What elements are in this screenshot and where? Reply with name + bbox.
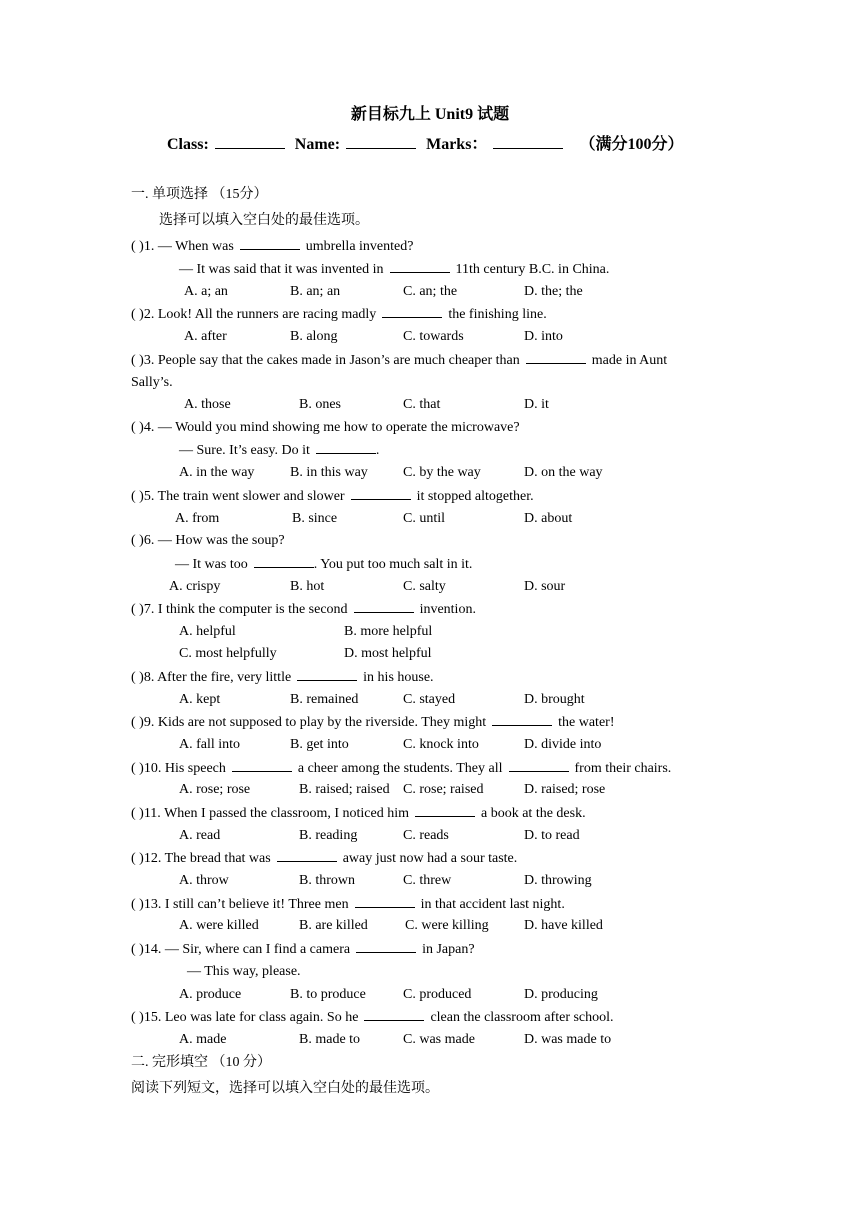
option-b[interactable]: B. since bbox=[292, 511, 338, 526]
answer-paren[interactable]: ( ) bbox=[131, 353, 144, 368]
question-number: 14. bbox=[143, 942, 162, 957]
option-b[interactable]: B. to produce bbox=[290, 987, 366, 1002]
question-stem: from their chairs. bbox=[574, 761, 672, 776]
question-14 bbox=[131, 940, 475, 959]
option-d[interactable]: D. was made to bbox=[524, 1032, 612, 1047]
option-a[interactable]: A. in the way bbox=[179, 465, 255, 480]
option-a[interactable]: A. after bbox=[184, 329, 227, 344]
answer-blank bbox=[297, 668, 357, 681]
question-stem: The train went slower and slower bbox=[157, 489, 345, 504]
answer-blank bbox=[277, 849, 337, 862]
question-number: 5. bbox=[143, 489, 155, 504]
answer-blank bbox=[390, 260, 450, 273]
question-stem: Kids are not supposed to play by the riverside. They might bbox=[157, 715, 487, 730]
option-c[interactable]: C. salty bbox=[403, 579, 446, 594]
option-d[interactable]: D. it bbox=[524, 397, 549, 412]
option-d[interactable]: D. raised; rose bbox=[524, 782, 606, 797]
section1-instruction: 选择可以填入空白处的最佳选项。 bbox=[159, 213, 369, 228]
question-number: 10. bbox=[143, 761, 162, 776]
answer-blank bbox=[382, 305, 442, 318]
option-a[interactable]: A. crispy bbox=[169, 579, 221, 594]
option-b[interactable]: B. remained bbox=[290, 692, 359, 707]
question-14-line2: — This way, please. bbox=[187, 964, 301, 979]
question-stem: 11th century B.C. in China. bbox=[455, 262, 610, 277]
option-b[interactable]: B. are killed bbox=[299, 918, 368, 933]
option-b[interactable]: B. an; an bbox=[290, 284, 341, 299]
answer-blank bbox=[254, 555, 314, 568]
marks-label: Marks： bbox=[426, 136, 488, 153]
question-number: 8. bbox=[143, 670, 155, 685]
option-a[interactable]: A. fall into bbox=[179, 737, 241, 752]
question-number: 6. bbox=[143, 533, 155, 548]
question-number: 1. bbox=[143, 239, 155, 254]
answer-paren[interactable]: ( ) bbox=[131, 1010, 144, 1025]
answer-paren[interactable]: ( ) bbox=[131, 897, 144, 912]
question-5 bbox=[131, 487, 534, 506]
question-stem: The bread that was bbox=[164, 851, 271, 866]
question-4 bbox=[131, 419, 520, 437]
answer-paren[interactable]: ( ) bbox=[131, 851, 144, 866]
question-11 bbox=[131, 804, 586, 823]
option-c[interactable]: C. was made bbox=[403, 1032, 475, 1047]
question-stem: — When was bbox=[157, 239, 234, 254]
question-3 bbox=[131, 351, 667, 370]
option-c[interactable]: C. most helpfully bbox=[179, 646, 277, 661]
student-info-line bbox=[167, 136, 683, 154]
question-stem: — It was said that it was invented in bbox=[179, 262, 384, 277]
option-b[interactable]: B. along bbox=[290, 329, 338, 344]
name-blank[interactable] bbox=[346, 136, 416, 149]
option-b[interactable]: B. get into bbox=[290, 737, 349, 752]
answer-paren[interactable]: ( ) bbox=[131, 489, 144, 504]
name-label: Name: bbox=[294, 136, 341, 153]
option-d[interactable]: D. producing bbox=[524, 987, 598, 1002]
option-c[interactable]: C. by the way bbox=[403, 465, 481, 480]
option-c[interactable]: C. until bbox=[403, 511, 446, 526]
question-stem: the finishing line. bbox=[448, 307, 547, 322]
answer-paren[interactable]: ( ) bbox=[131, 806, 144, 821]
question-stem: in his house. bbox=[363, 670, 434, 685]
option-c[interactable]: C. stayed bbox=[403, 692, 456, 707]
option-d[interactable]: D. divide into bbox=[524, 737, 602, 752]
question-stem: a book at the desk. bbox=[481, 806, 586, 821]
section2-heading: 二. 完形填空 （10 分） bbox=[131, 1055, 271, 1070]
option-b[interactable]: B. reading bbox=[299, 828, 358, 843]
question-10 bbox=[131, 759, 671, 778]
answer-paren[interactable]: ( ) bbox=[131, 761, 144, 776]
question-stem: His speech bbox=[164, 761, 226, 776]
option-d[interactable]: D. most helpful bbox=[344, 646, 432, 661]
question-13 bbox=[131, 895, 565, 914]
option-d[interactable]: D. throwing bbox=[524, 873, 592, 888]
full-marks-note: （满分100分） bbox=[579, 136, 684, 153]
option-a[interactable]: A. produce bbox=[179, 987, 242, 1002]
answer-blank bbox=[316, 441, 376, 454]
option-d[interactable]: D. brought bbox=[524, 692, 585, 707]
question-stem: it stopped altogether. bbox=[416, 489, 534, 504]
option-d[interactable]: D. into bbox=[524, 329, 563, 344]
option-d[interactable]: D. to read bbox=[524, 828, 580, 843]
answer-blank bbox=[364, 1008, 424, 1021]
answer-blank bbox=[356, 940, 416, 953]
question-stem: Leo was late for class again. So he bbox=[164, 1010, 359, 1025]
option-d[interactable]: D. about bbox=[524, 511, 573, 526]
question-stem: After the fire, very little bbox=[157, 670, 292, 685]
question-2 bbox=[131, 305, 547, 324]
question-stem: People say that the cakes made in Jason’s are much cheaper than bbox=[157, 353, 520, 368]
question-number: 7. bbox=[143, 602, 155, 617]
question-stem: When I passed the classroom, I noticed him bbox=[164, 806, 409, 821]
answer-paren[interactable]: ( ) bbox=[131, 239, 144, 254]
option-a[interactable]: A. kept bbox=[179, 692, 221, 707]
option-a[interactable]: A. throw bbox=[179, 873, 229, 888]
answer-paren[interactable]: ( ) bbox=[131, 533, 144, 548]
answer-blank bbox=[355, 895, 415, 908]
answer-paren[interactable]: ( ) bbox=[131, 420, 144, 435]
class-label: Class: bbox=[167, 136, 209, 153]
option-c[interactable]: C. were killing bbox=[405, 918, 489, 933]
answer-blank bbox=[351, 487, 411, 500]
question-stem: . You put too much salt in it. bbox=[313, 557, 473, 572]
question-stem: clean the classroom after school. bbox=[430, 1010, 614, 1025]
option-a[interactable]: A. a; an bbox=[184, 284, 228, 299]
question-stem: away just now had a sour taste. bbox=[342, 851, 518, 866]
option-c[interactable]: C. that bbox=[403, 397, 441, 412]
answer-paren[interactable]: ( ) bbox=[131, 602, 144, 617]
question-stem: a cheer among the students. They all bbox=[297, 761, 503, 776]
question-stem: Look! All the runners are racing madly bbox=[157, 307, 377, 322]
answer-blank bbox=[492, 713, 552, 726]
question-number: 15. bbox=[143, 1010, 162, 1025]
question-1 bbox=[131, 237, 413, 256]
question-number: 3. bbox=[143, 353, 155, 368]
question-8 bbox=[131, 668, 434, 687]
option-c[interactable]: C. towards bbox=[403, 329, 464, 344]
question-6 bbox=[131, 532, 285, 550]
option-a[interactable]: A. those bbox=[184, 397, 231, 412]
question-12 bbox=[131, 849, 517, 868]
option-d[interactable]: D. the; the bbox=[524, 284, 583, 299]
option-c[interactable]: C. threw bbox=[403, 873, 452, 888]
option-d[interactable]: D. have killed bbox=[524, 918, 603, 933]
question-stem: umbrella invented? bbox=[305, 239, 414, 254]
question-stem: I still can’t believe it! Three men bbox=[164, 897, 349, 912]
answer-blank bbox=[240, 237, 300, 250]
option-c[interactable]: C. knock into bbox=[403, 737, 479, 752]
option-b[interactable]: B. in this way bbox=[290, 465, 368, 480]
question-stem: — Sir, where can I find a camera bbox=[164, 942, 351, 957]
answer-blank bbox=[415, 804, 475, 817]
question-1-line2 bbox=[179, 260, 609, 279]
page-title: 新目标九上 Unit9 试题 bbox=[350, 106, 510, 123]
class-blank[interactable] bbox=[215, 136, 285, 149]
option-b[interactable]: B. raised; raised bbox=[299, 782, 390, 797]
question-stem: — Sure. It’s easy. Do it bbox=[179, 443, 310, 458]
option-b[interactable]: B. thrown bbox=[299, 873, 355, 888]
question-stem: the water! bbox=[558, 715, 615, 730]
question-7 bbox=[131, 600, 476, 619]
question-stem: — Would you mind showing me how to operate the microwave? bbox=[157, 420, 520, 435]
option-c[interactable]: C. produced bbox=[403, 987, 472, 1002]
section1-heading: 一. 单项选择 （15分） bbox=[131, 187, 268, 202]
answer-blank bbox=[526, 351, 586, 364]
marks-blank[interactable] bbox=[493, 136, 563, 149]
option-d[interactable]: D. sour bbox=[524, 579, 566, 594]
answer-blank bbox=[354, 600, 414, 613]
question-4-line2 bbox=[179, 441, 379, 460]
section2-instruction: 阅读下列短文，选择可以填入空白处的最佳选项。 bbox=[131, 1081, 439, 1096]
answer-paren[interactable]: ( ) bbox=[131, 670, 144, 685]
option-a[interactable]: A. from bbox=[175, 511, 220, 526]
question-6-line2 bbox=[175, 555, 472, 574]
question-number: 2. bbox=[143, 307, 155, 322]
option-c[interactable]: C. rose; raised bbox=[403, 782, 484, 797]
option-c[interactable]: C. reads bbox=[403, 828, 449, 843]
question-stem: made in Aunt bbox=[591, 353, 668, 368]
question-9 bbox=[131, 713, 614, 732]
option-c[interactable]: C. an; the bbox=[403, 284, 458, 299]
question-number: 9. bbox=[143, 715, 155, 730]
option-b[interactable]: B. ones bbox=[299, 397, 341, 412]
option-d[interactable]: D. on the way bbox=[524, 465, 603, 480]
question-number: 4. bbox=[143, 420, 155, 435]
option-a[interactable]: A. made bbox=[179, 1032, 227, 1047]
option-a[interactable]: A. read bbox=[179, 828, 221, 843]
option-b[interactable]: B. made to bbox=[299, 1032, 361, 1047]
question-number: 13. bbox=[143, 897, 162, 912]
option-b[interactable]: B. more helpful bbox=[344, 624, 433, 639]
option-a[interactable]: A. were killed bbox=[179, 918, 259, 933]
question-stem: in Japan? bbox=[422, 942, 475, 957]
option-a[interactable]: A. rose; rose bbox=[179, 782, 251, 797]
question-3-cont: Sally’s. bbox=[131, 375, 173, 390]
answer-paren[interactable]: ( ) bbox=[131, 942, 144, 957]
answer-blank bbox=[232, 759, 292, 772]
answer-paren[interactable]: ( ) bbox=[131, 715, 144, 730]
answer-blank bbox=[509, 759, 569, 772]
question-15 bbox=[131, 1008, 614, 1027]
question-number: 12. bbox=[143, 851, 162, 866]
answer-paren[interactable]: ( ) bbox=[131, 307, 144, 322]
question-stem: — It was too bbox=[175, 557, 248, 572]
question-stem: in that accident last night. bbox=[420, 897, 565, 912]
question-stem: I think the computer is the second bbox=[157, 602, 348, 617]
question-stem: . bbox=[375, 443, 380, 458]
option-b[interactable]: B. hot bbox=[290, 579, 325, 594]
question-number: 11. bbox=[143, 806, 161, 821]
option-a[interactable]: A. helpful bbox=[179, 624, 236, 639]
question-stem: invention. bbox=[419, 602, 476, 617]
question-stem: — How was the soup? bbox=[157, 533, 285, 548]
